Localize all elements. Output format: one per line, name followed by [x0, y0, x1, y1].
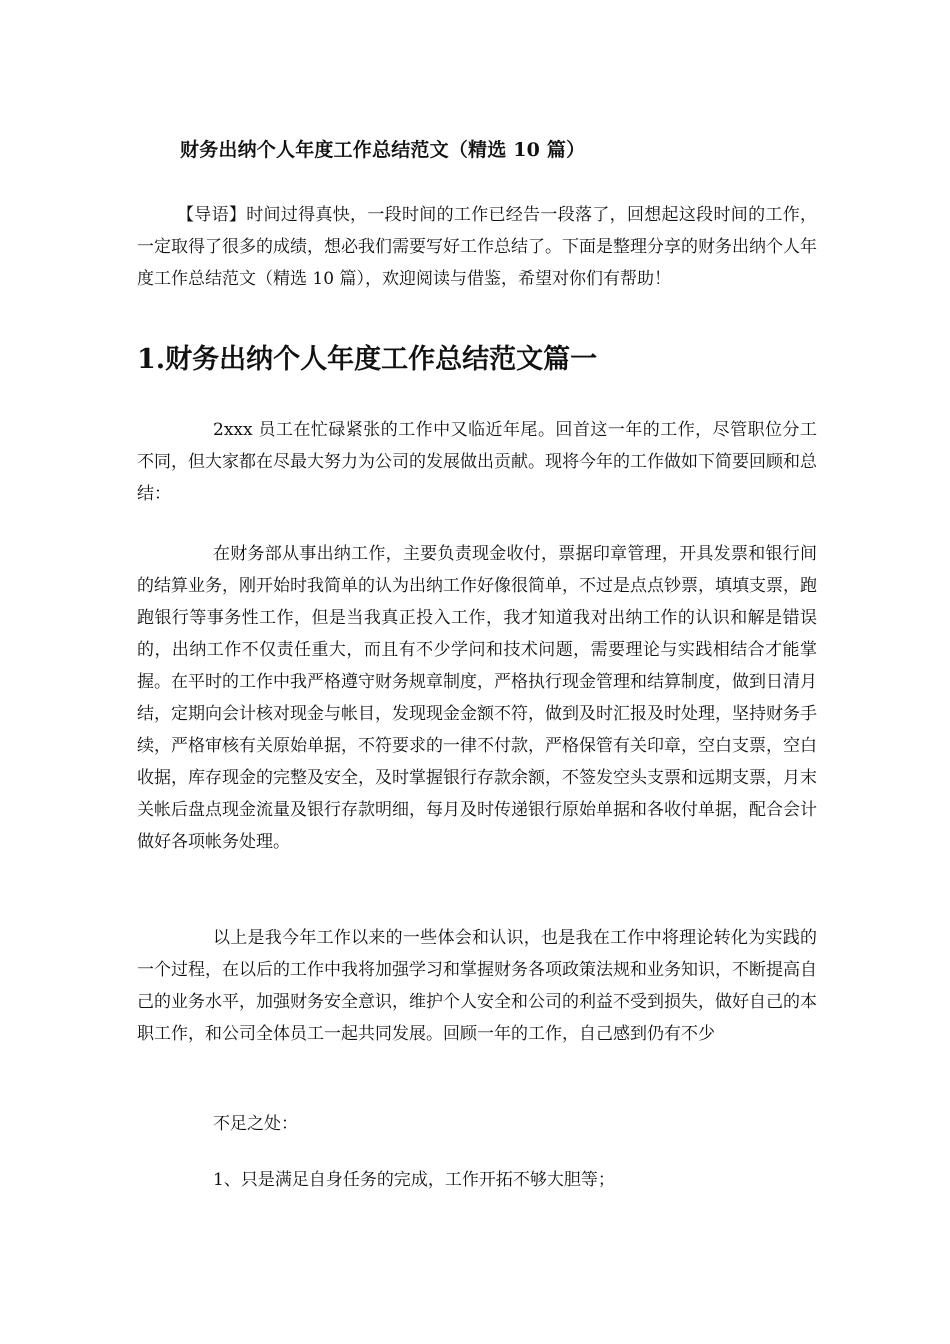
- body-paragraph-4: 不足之处：: [213, 1114, 298, 1134]
- section-heading: 1.财务出纳个人年度工作总结范文篇一: [137, 344, 598, 375]
- body-paragraph-1: 2xxx 员工在忙碌紧张的工作中又临近年尾。回首这一年的工作，尽管职位分工不同，但大家都在尽最大努力为公司的发展做出贡献。现将今年的工作做如下简要回顾和总结：: [137, 420, 817, 504]
- intro-paragraph: 【导语】时间过得真快，一段时间的工作已经告一段落了，回想起这段时间的工作，一定取得了很多的成绩，想必我们需要写好工作总结了。下面是整理分享的财务出纳个人年度工作总结范文（精选 10 篇），欢迎阅读与借鉴，希望对你们有帮助！: [137, 205, 817, 289]
- document-title: 财务出纳个人年度工作总结范文（精选 10 篇）: [180, 139, 586, 161]
- body-paragraph-3: 以上是我今年工作以来的一些体会和认识，也是我在工作中将理论转化为实践的一个过程，在以后的工作中我将加强学习和掌握财务各项政策法规和业务知识，不断提高自己的业务水平，加强财务安全意识，维护个人安全和公司的利益不受到损失，做好自己的本职工作，和公司全体员工一起共同发展。回顾一年的工作，自己感到仍有不少: [137, 928, 817, 1044]
- body-paragraph-5: 1、只是满足自身任务的完成，工作开拓不够大胆等；: [213, 1170, 615, 1190]
- body-paragraph-2: 在财务部从事出纳工作，主要负责现金收付，票据印章管理，开具发票和银行间的结算业务，刚开始时我简单的认为出纳工作好像很简单，不过是点点钞票，填填支票，跑跑银行等事务性工作，但是当我真正投入工作，我才知道我对出纳工作的认识和解是错误的，出纳工作不仅责任重大，而且有不少学问和技术问题，需要理论与实践相结合才能掌握。在平时的工作中我严格遵守财务规章制度，严格执行现金管理和结算制度，做到日清月结，定期向会计核对现金与帐目，发现现金金额不符，做到及时汇报及时处理，坚持财务手续，严格审核有关原始单据，不符要求的一律不付款，严格保管有关印章，空白支票，空白收据，库存现金的完整及安全，及时掌握银行存款余额，不签发空头支票和远期支票，月末关帐后盘点现金流量及银行存款明细，每月及时传递银行原始单据和各收付单据，配合会计做好各项帐务处理。: [137, 544, 817, 852]
